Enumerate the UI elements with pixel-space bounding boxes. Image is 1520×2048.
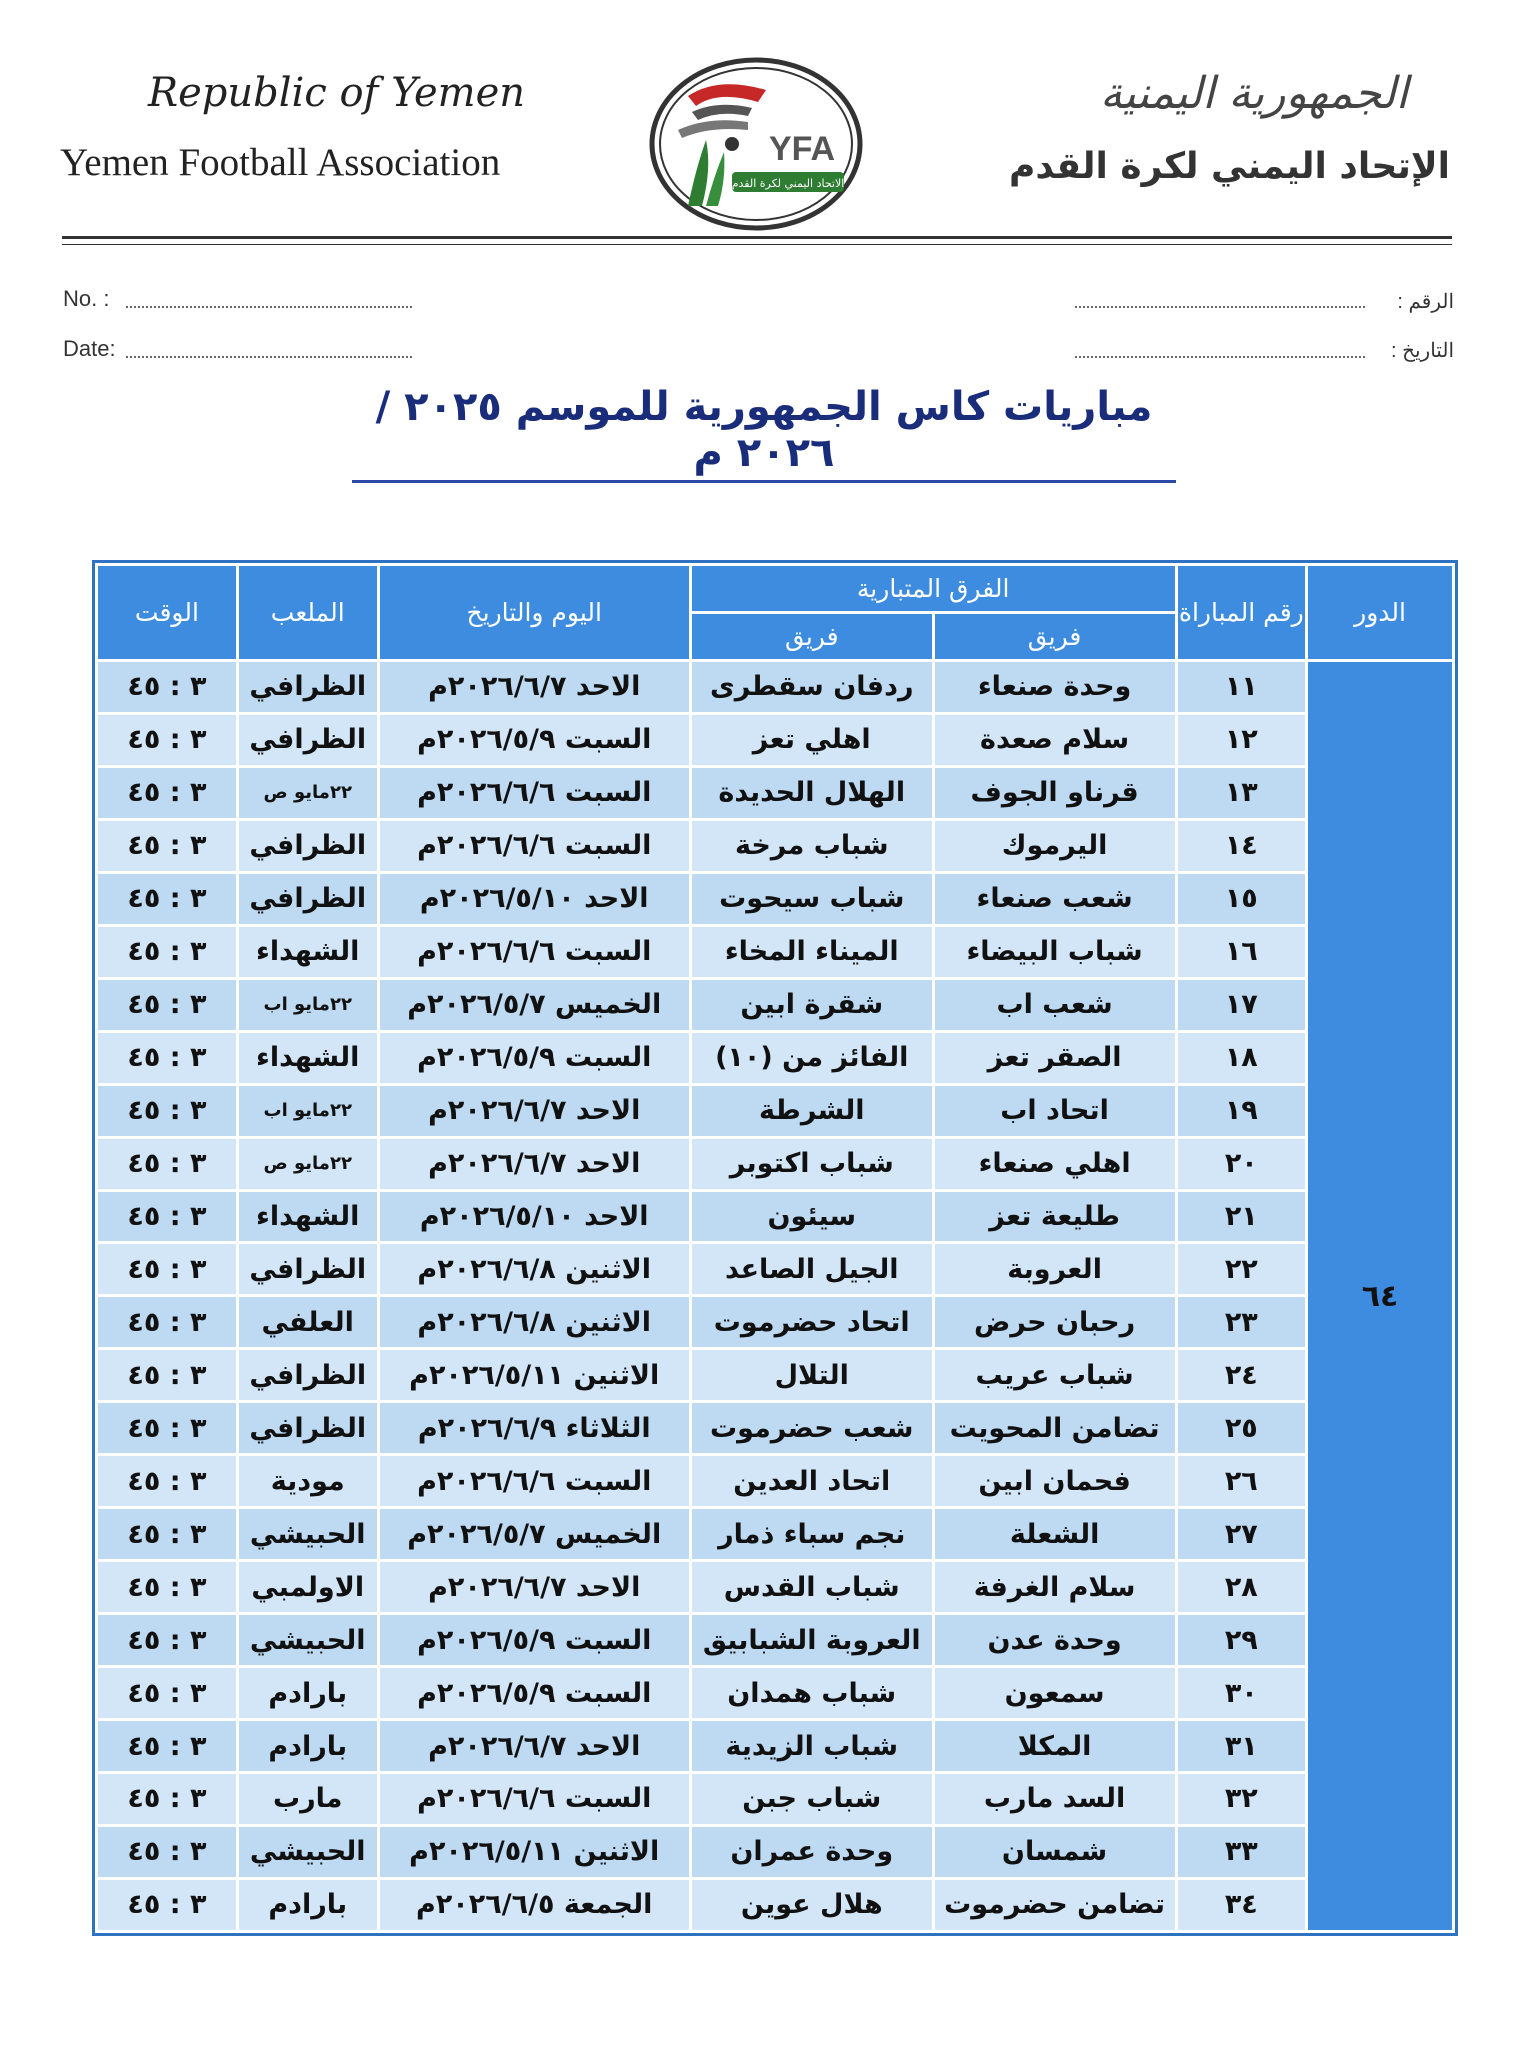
team-a-cell: طليعة تعز — [933, 1190, 1176, 1243]
match-number-cell: ١٦ — [1176, 925, 1307, 978]
match-number-cell: ٢٦ — [1176, 1455, 1307, 1508]
time-cell: ٣ : ٤٥ — [97, 1349, 238, 1402]
team-b-cell: شباب الزيدية — [690, 1720, 933, 1773]
day-date-cell: الاحد ٢٠٢٦/٦/٧م — [378, 1720, 690, 1773]
match-number-cell: ٢٣ — [1176, 1296, 1307, 1349]
table-row — [97, 1878, 1454, 1931]
header-time: الوقت — [97, 565, 238, 661]
time-cell: ٣ : ٤٥ — [97, 1825, 238, 1878]
date-label: Date: — [63, 336, 116, 361]
stadium-cell: الشهداء — [237, 1031, 378, 1084]
table-row — [97, 1243, 1454, 1296]
team-a-cell: فحمان ابين — [933, 1455, 1176, 1508]
team-b-cell: شباب جبن — [690, 1773, 933, 1826]
time-cell: ٣ : ٤٥ — [97, 1402, 238, 1455]
day-date-cell: الجمعة ٢٠٢٦/٦/٥م — [378, 1878, 690, 1931]
stadium-cell: مارب — [237, 1773, 378, 1826]
table-row — [97, 1825, 1454, 1878]
team-b-cell: العروبة الشبابيق — [690, 1614, 933, 1667]
table-row — [97, 1190, 1454, 1243]
team-b-cell: شباب مرخة — [690, 819, 933, 872]
team-b-cell: الشرطة — [690, 1084, 933, 1137]
table-row — [97, 819, 1454, 872]
team-b-cell: اهلي تعز — [690, 713, 933, 766]
team-a-cell: تضامن المحويت — [933, 1402, 1176, 1455]
raqm-field-line — [1075, 306, 1365, 308]
team-a-cell: وحدة صنعاء — [933, 661, 1176, 714]
match-number-cell: ٣١ — [1176, 1720, 1307, 1773]
team-b-cell: الجيل الصاعد — [690, 1243, 933, 1296]
table-row — [97, 1137, 1454, 1190]
time-cell: ٣ : ٤٥ — [97, 661, 238, 714]
match-number-cell: ١٥ — [1176, 872, 1307, 925]
match-number-cell: ١٣ — [1176, 766, 1307, 819]
stadium-cell: ٢٢مايو ص — [237, 1137, 378, 1190]
day-date-cell: الاثنين ٢٠٢٦/٦/٨م — [378, 1243, 690, 1296]
day-date-cell: الثلاثاء ٢٠٢٦/٦/٩م — [378, 1402, 690, 1455]
table-row — [97, 713, 1454, 766]
team-a-cell: سلام الغرفة — [933, 1561, 1176, 1614]
team-a-cell: شعب اب — [933, 978, 1176, 1031]
team-a-cell: تضامن حضرموت — [933, 1878, 1176, 1931]
team-a-cell: شباب عريب — [933, 1349, 1176, 1402]
team-a-cell: رحبان حرض — [933, 1296, 1176, 1349]
table-row — [97, 1455, 1454, 1508]
day-date-cell: الاثنين ٢٠٢٦/٥/١١م — [378, 1825, 690, 1878]
match-number-cell: ٣٢ — [1176, 1773, 1307, 1826]
time-cell: ٣ : ٤٥ — [97, 1243, 238, 1296]
team-a-cell: الشعلة — [933, 1508, 1176, 1561]
day-date-cell: السبت ٢٠٢٦/٦/٦م — [378, 1455, 690, 1508]
stadium-cell: الظرافي — [237, 661, 378, 714]
header-team-b: فريق — [690, 613, 933, 661]
time-cell: ٣ : ٤٥ — [97, 713, 238, 766]
table-row — [97, 1667, 1454, 1720]
team-b-cell: التلال — [690, 1349, 933, 1402]
day-date-cell: السبت ٢٠٢٦/٥/٩م — [378, 1031, 690, 1084]
match-number-cell: ٢٠ — [1176, 1137, 1307, 1190]
header-rule-thin — [62, 244, 1452, 245]
time-cell: ٣ : ٤٥ — [97, 1878, 238, 1931]
table-row — [97, 661, 1454, 714]
table-row — [97, 1296, 1454, 1349]
time-cell: ٣ : ٤٥ — [97, 978, 238, 1031]
table-row — [97, 1614, 1454, 1667]
table-row — [97, 1773, 1454, 1826]
team-b-cell: الفائز من (١٠) — [690, 1031, 933, 1084]
team-b-cell: شباب القدس — [690, 1561, 933, 1614]
team-a-cell: قرناو الجوف — [933, 766, 1176, 819]
team-b-cell: شعب حضرموت — [690, 1402, 933, 1455]
stadium-cell: الحبيشي — [237, 1825, 378, 1878]
table-row — [97, 766, 1454, 819]
table-row — [97, 1720, 1454, 1773]
stadium-cell: الحبيشي — [237, 1508, 378, 1561]
day-date-cell: السبت ٢٠٢٦/٥/٩م — [378, 1667, 690, 1720]
stadium-cell: العلفي — [237, 1296, 378, 1349]
team-a-cell: سمعون — [933, 1667, 1176, 1720]
match-number-cell: ٣٠ — [1176, 1667, 1307, 1720]
day-date-cell: الاثنين ٢٠٢٦/٦/٨م — [378, 1296, 690, 1349]
time-cell: ٣ : ٤٥ — [97, 1720, 238, 1773]
day-date-cell: الاحد ٢٠٢٦/٦/٧م — [378, 661, 690, 714]
stadium-cell: بارادم — [237, 1878, 378, 1931]
stadium-cell: بارادم — [237, 1720, 378, 1773]
no-label: No. : — [63, 286, 110, 311]
team-a-cell: شعب صنعاء — [933, 872, 1176, 925]
stadium-cell: ٢٢مايو اب — [237, 1084, 378, 1137]
match-number-cell: ١١ — [1176, 661, 1307, 714]
stadium-cell: الاولمبي — [237, 1561, 378, 1614]
stadium-cell: الظرافي — [237, 1349, 378, 1402]
team-a-cell: السد مارب — [933, 1773, 1176, 1826]
stadium-cell: الظرافي — [237, 1402, 378, 1455]
time-cell: ٣ : ٤٥ — [97, 1614, 238, 1667]
team-b-cell: اتحاد العدين — [690, 1455, 933, 1508]
day-date-cell: الاحد ٢٠٢٦/٦/٧م — [378, 1137, 690, 1190]
match-number-cell: ٣٤ — [1176, 1878, 1307, 1931]
stadium-cell: الشهداء — [237, 1190, 378, 1243]
no-field-line — [126, 306, 412, 308]
day-date-cell: الاحد ٢٠٢٦/٦/٧م — [378, 1561, 690, 1614]
table-row — [97, 925, 1454, 978]
team-a-cell: اليرموك — [933, 819, 1176, 872]
day-date-cell: السبت ٢٠٢٦/٥/٩م — [378, 713, 690, 766]
day-date-cell: السبت ٢٠٢٦/٦/٦م — [378, 766, 690, 819]
arabic-association-name: الإتحاد اليمني لكرة القدم — [1008, 146, 1450, 187]
time-cell: ٣ : ٤٥ — [97, 1773, 238, 1826]
team-b-cell: شباب همدان — [690, 1667, 933, 1720]
table-row — [97, 1561, 1454, 1614]
stadium-cell: ٢٢مايو ص — [237, 766, 378, 819]
day-date-cell: الاثنين ٢٠٢٦/٥/١١م — [378, 1349, 690, 1402]
match-number-cell: ٢٢ — [1176, 1243, 1307, 1296]
match-number-cell: ٢١ — [1176, 1190, 1307, 1243]
team-b-cell: الهلال الحديدة — [690, 766, 933, 819]
time-cell: ٣ : ٤٥ — [97, 925, 238, 978]
time-cell: ٣ : ٤٥ — [97, 1084, 238, 1137]
stadium-cell: الشهداء — [237, 925, 378, 978]
day-date-cell: السبت ٢٠٢٦/٦/٦م — [378, 925, 690, 978]
day-date-cell: الاحد ٢٠٢٦/٥/١٠م — [378, 872, 690, 925]
tarikh-field-line — [1075, 356, 1365, 358]
document-title: مباريات كاس الجمهورية للموسم ٢٠٢٥ /٢٠٢٦ م — [352, 384, 1176, 483]
stadium-cell: مودية — [237, 1455, 378, 1508]
team-b-cell: نجم سباء ذمار — [690, 1508, 933, 1561]
time-cell: ٣ : ٤٥ — [97, 819, 238, 872]
team-a-cell: اتحاد اب — [933, 1084, 1176, 1137]
day-date-cell: الاحد ٢٠٢٦/٦/٧م — [378, 1084, 690, 1137]
match-number-cell: ٢٨ — [1176, 1561, 1307, 1614]
stadium-cell: الظرافي — [237, 872, 378, 925]
arabic-country-name: الجمهورية اليمنية — [1099, 68, 1408, 119]
team-b-cell: سيئون — [690, 1190, 933, 1243]
time-cell: ٣ : ٤٥ — [97, 1137, 238, 1190]
team-b-cell: وحدة عمران — [690, 1825, 933, 1878]
round-cell: ٦٤ — [1307, 661, 1454, 1932]
tarikh-label: التاريخ : — [1390, 340, 1454, 362]
team-b-cell: شباب سيحوت — [690, 872, 933, 925]
time-cell: ٣ : ٤٥ — [97, 766, 238, 819]
table-row — [97, 1349, 1454, 1402]
match-number-cell: ١٩ — [1176, 1084, 1307, 1137]
date-field-line — [126, 356, 412, 358]
team-b-cell: هلال عوين — [690, 1878, 933, 1931]
team-b-cell: ردفان سقطرى — [690, 661, 933, 714]
fixtures-table — [92, 560, 1458, 1936]
time-cell: ٣ : ٤٥ — [97, 1667, 238, 1720]
match-number-cell: ١٧ — [1176, 978, 1307, 1031]
logo-subtext: الاتحاد اليمني لكرة القدم — [731, 177, 845, 190]
team-b-cell: شقرة ابين — [690, 978, 933, 1031]
time-cell: ٣ : ٤٥ — [97, 1561, 238, 1614]
match-number-cell: ١٤ — [1176, 819, 1307, 872]
team-b-cell: اتحاد حضرموت — [690, 1296, 933, 1349]
match-number-cell: ٢٩ — [1176, 1614, 1307, 1667]
day-date-cell: الخميس ٢٠٢٦/٥/٧م — [378, 978, 690, 1031]
match-number-cell: ٣٣ — [1176, 1825, 1307, 1878]
team-a-cell: المكلا — [933, 1720, 1176, 1773]
time-cell: ٣ : ٤٥ — [97, 1031, 238, 1084]
team-a-cell: الصقر تعز — [933, 1031, 1176, 1084]
table-row — [97, 1508, 1454, 1561]
day-date-cell: الخميس ٢٠٢٦/٥/٧م — [378, 1508, 690, 1561]
stadium-cell: الظرافي — [237, 819, 378, 872]
day-date-cell: الاحد ٢٠٢٦/٥/١٠م — [378, 1190, 690, 1243]
time-cell: ٣ : ٤٥ — [97, 1455, 238, 1508]
header-rule-thick — [62, 236, 1452, 239]
day-date-cell: السبت ٢٠٢٦/٦/٦م — [378, 819, 690, 872]
stadium-cell: ٢٢مايو اب — [237, 978, 378, 1031]
time-cell: ٣ : ٤٥ — [97, 1296, 238, 1349]
team-a-cell: شباب البيضاء — [933, 925, 1176, 978]
team-a-cell: سلام صعدة — [933, 713, 1176, 766]
day-date-cell: السبت ٢٠٢٦/٦/٦م — [378, 1773, 690, 1826]
stadium-cell: الحبيشي — [237, 1614, 378, 1667]
header-teams: الفرق المتبارية — [690, 565, 1176, 613]
stadium-cell: الظرافي — [237, 713, 378, 766]
match-number-cell: ٢٧ — [1176, 1508, 1307, 1561]
table-row — [97, 978, 1454, 1031]
team-a-cell: شمسان — [933, 1825, 1176, 1878]
table-row — [97, 872, 1454, 925]
english-country-name: Republic of Yemen — [148, 70, 526, 116]
header-match-number: رقم المباراة — [1176, 565, 1307, 661]
team-a-cell: اهلي صنعاء — [933, 1137, 1176, 1190]
table-row — [97, 1084, 1454, 1137]
logo-text: YFA — [768, 130, 836, 168]
header-day-date: اليوم والتاريخ — [378, 565, 690, 661]
header-round: الدور — [1307, 565, 1454, 661]
day-date-cell: السبت ٢٠٢٦/٥/٩م — [378, 1614, 690, 1667]
time-cell: ٣ : ٤٥ — [97, 1508, 238, 1561]
header-stadium: الملعب — [237, 565, 378, 661]
table-row — [97, 1402, 1454, 1455]
team-b-cell: الميناء المخاء — [690, 925, 933, 978]
team-b-cell: شباب اكتوبر — [690, 1137, 933, 1190]
raqm-label: الرقم : — [1397, 291, 1454, 313]
match-number-cell: ١٢ — [1176, 713, 1307, 766]
english-association-name: Yemen Football Association — [60, 141, 501, 184]
time-cell: ٣ : ٤٥ — [97, 872, 238, 925]
yfa-logo — [648, 56, 864, 232]
match-number-cell: ١٨ — [1176, 1031, 1307, 1084]
stadium-cell: الظرافي — [237, 1243, 378, 1296]
stadium-cell: بارادم — [237, 1667, 378, 1720]
team-a-cell: وحدة عدن — [933, 1614, 1176, 1667]
team-a-cell: العروبة — [933, 1243, 1176, 1296]
match-number-cell: ٢٥ — [1176, 1402, 1307, 1455]
match-number-cell: ٢٤ — [1176, 1349, 1307, 1402]
time-cell: ٣ : ٤٥ — [97, 1190, 238, 1243]
header-team-a: فريق — [933, 613, 1176, 661]
table-row — [97, 1031, 1454, 1084]
